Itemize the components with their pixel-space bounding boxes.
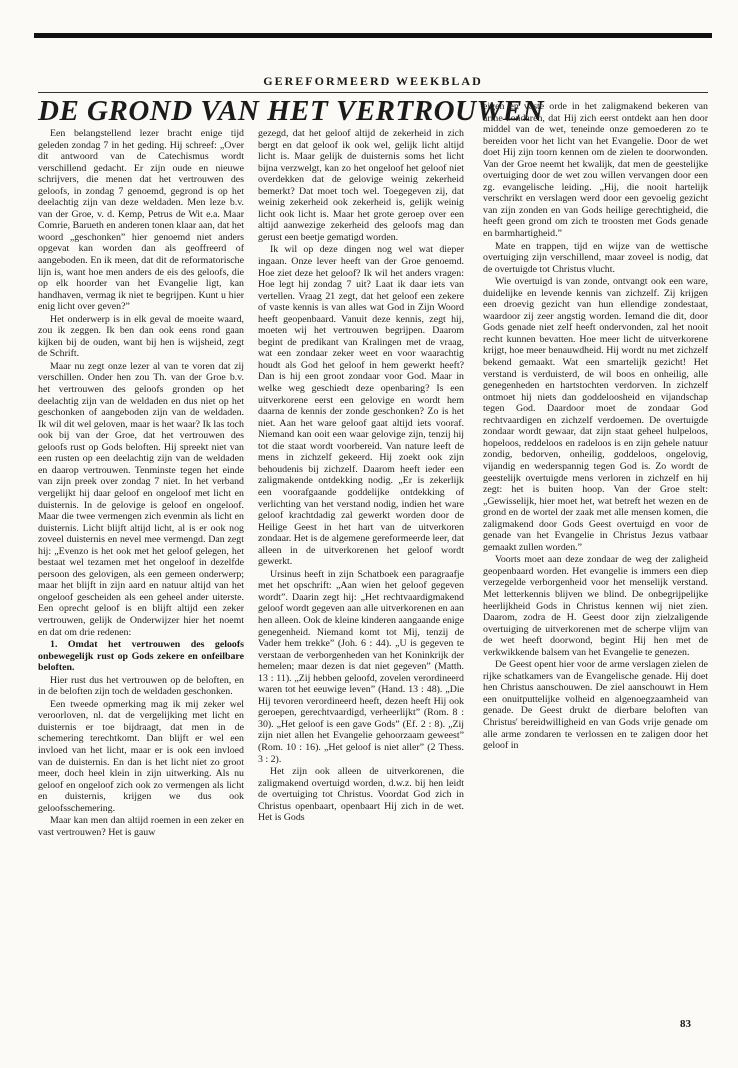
page-number: 83 bbox=[680, 1018, 691, 1030]
paragraph: Maar nu zegt onze lezer al van te voren dat zij verschillen. Onder hen zou Th. van der Groe b.v. het vertrouwen des geloofs gronden op het deelachtig zijn van de weldaden en dus niet op het geschonken of aangeboden zijn van de weldaden. Ik wil dit wel geloven, maar is het waar? Ik las toch ook bij van der Groe, dat het vertrouwen des geloofs rust op Gods beloften. Hij spreekt niet van een rusten op een deelachtig zijn van de weldaden en daarop vertrouwen. Tenminste tegen het einde van zijn preek over zondag 7 niet. In het verband vergelijkt hij daar geloof en ongeloof met licht en duisternis. In de gelovige is geloof en ongeloof. Maar die twee vermengen zich evenmin als licht en duisternis. Licht blijft altijd licht, al is er ook nog zoveel duisternis en nevel mee vermengd. Dan zegt hij: „Evenzo is het ook met het geloof gelegen, het bestaat wel tezamen met het ongeloof in dezelfde persoon des gelovigen, als een gemeen onderwerp; maar het blijft in zijn aard en natuur altijd van het ongeloof gescheiden als een geheel ander uiterste. Een oprecht geloof is en blijft altijd een zeker vertrouwen, gelijk de Onderwijzer hier het noemt en dat om drie redenen: bbox=[38, 360, 244, 638]
paragraph: gezegd, dat het geloof altijd de zekerheid in zich bergt en dat geloof ik ook wel, gelijk licht altijd licht is. Maar gelijk de duisternis soms het licht bijna verzwelgt, kan zo het ongeloof het geloof niet overdekken dat de gelovige weinig zekerheid bemerkt? Dat moet toch wel. Toegegeven zij, dat weinig zekerheid ook zekerheid is, gelijk weinig licht ook licht is. Maar het grote geroep over een altijd aanwezige zekerheid des geloofs mag dan gerust een beetje gematigd worden. bbox=[258, 128, 464, 243]
paragraph: Voorts moet aan deze zondaar de weg der zaligheid geopenbaard worden. Het evangelie is immers een diep verzegelde verborgenheid voor het menselijk verstand. Met letterkennis blijven we blind. De onbegrijpelijke heerlijkheid Gods in Christus kennen wij niet zien. Daarom, zodra de H. Geest door zijn zielzaligende overtuiging de uitverkorenen met de scherpe vlijm van de wet heeft doorwond, begint Hij hen met de verkwikkende balsem van het Evangelie te genezen. bbox=[483, 554, 708, 658]
paragraph: Hier rust dus het vertrouwen op de beloften, en in de beloften zijn toch de weldaden geschonken. bbox=[38, 674, 244, 698]
text-column-3 bbox=[483, 101, 708, 1006]
paragraph: Maar kan men dan altijd roemen in een zeker en vast vertrouwen? Het is gauw bbox=[38, 815, 244, 838]
paragraph: Wie overtuigd is van zonde, ontvangt ook een ware, duidelijke en levende kennis van zichzelf. Zij krijgen een droevig gezicht van hun ellendige zondestaat, waardoor zij zeer angstig worden. Iemand die dit, door Gods genade niet zelf heeft ondervonden, zal het nooit recht kunnen bevatten. Hoe meer licht de uitverkorene krijgt, hoe meer benauwdheid. Hij wordt nu met zichzelf bekend gemaakt. Wat een smartelijk gezicht! Het verstand is verduisterd, de wil boos en onheilig, alle genegenheden en hartstochten verdorven. In zichzelf ontmoet hij niets dan goddeloosheid en vijandschap tegen God. Daardoor moet de zondaar God rechtvaardigen en zichzelf verdoemen. De overtuigde zondaar wordt gewaar, dat zijn staat geheel hulpeloos, hopeloos, reddeloos en radeloos is en zijn gehele natuur zondig, bedorven, onheilig, goddeloos, ongelovig, vijandig en wederspannig tegen God is. Zo wordt de geestelijk overtuigde mens verloren in zichzelf en hij zegt: het is buiten hoop. Van der Groe stelt: „Gewisselijk, hier moet het, wat betreft het wezen en de grond en de wortel der zaak met alle mensen komen, die zaligmakend door Gods Geest overtuigd en voor de genade van het Evangelie in Christus Jezus vatbaar gemaakt zullen worden.” bbox=[483, 276, 708, 553]
text-column-2 bbox=[258, 128, 464, 1006]
paragraph: Mate en trappen, tijd en wijze van de wettische overtuiging zijn verschillend, maar zoveel is nodig, dat de overtuigde tot Christus vlucht. bbox=[483, 240, 708, 275]
paragraph: De Geest opent hier voor de arme verslagen zielen de rijke schatkamers van de Evangelische genade. Hij doet hen Christus aanschouwen. De ziel aanschouwt in Hem een onuitputtelijke volheid en algenoegzaamheid van genade. De Geest drukt de dierbare beloften van Christus' bereidwilligheid en van Gods vrije genade om alle arme zondaren te verlossen en te zaligen door het geloof in bbox=[483, 659, 708, 752]
paragraph: Een belangstellend lezer bracht enige tijd geleden zondag 7 in het geding. Hij schreef: „Over dit antwoord van de Catechismus wordt verschillend gedacht. Er zijn oude en nieuwe schrijvers, die menen dat het vertrouwen des geloofs, in zondag 7 genoemd, gegrond is op het deelachtig zijn van deze weldaden. Men leze b.v. van der Groe, v. d. Kemp, Petrus de Wit e.a. Maar Comrie, Barueth en anderen tonen klaar aan, dat het woord „geschonken” hier genoemd niet anders opgevat kan worden dan als geoffreerd of aangeboden. En ik meen, dat dit de reformatorische lijn is, want hoe men anders de eis des geloofs, die op elk hoorder van het Evangelie ligt, kan handhaven, vermag ik niet te begrijpen. Kunt u hier enig licht over geven?” bbox=[38, 128, 244, 313]
header-rule bbox=[38, 92, 708, 93]
text-column-1 bbox=[38, 128, 244, 1006]
publication-header: GEREFORMEERD WEEKBLAD bbox=[263, 74, 483, 88]
top-rule bbox=[34, 33, 712, 38]
article-title: DE GROND VAN HET VERTROUWEN bbox=[38, 95, 545, 127]
paragraph: Het onderwerp is in elk geval de moeite waard, zou ik zeggen. Ik ben dan ook eens rond gaan kijken bij de ouden, want bij hen is wijsheid, zegt de Schrift. bbox=[38, 313, 244, 360]
paragraph: Ursinus heeft in zijn Schatboek een paragraafje met het opschrift: „Aan wien het geloof gegeven wordt”. Daarin zegt hij: „Het rechtvaardigmakend geloof wordt gegeven aan alle uitverkorenen en aan hen alleen. Ook de kleine kinderen aangaande enige genegenheid. Niemand komt tot Mij, tenzij de Vader hem trekke” (Joh. 6 : 44). „U is gegeven te verstaan de verborgenheden van het Koninkrijk der hemelen; maar dezen is dat niet gegeven” (Matth. 13 : 11). „Zij hebben geloofd, zovelen verordineerd waren tot het eeuwige leven” (Hand. 13 : 48). „Die Hij tevoren verordineerd heeft, dezen heeft Hij ook geroepen, gerechtvaardigd, verheerlijkt” (Rom. 8 : 30). „Het geloof is een gave Gods” (Ef. 2 : 8). „Zij zijn niet allen het Evangelie gehoorzaam geweest” (Rom. 10 : 16). „Het geloof is niet aller” (2 Thess. 3 : 2). bbox=[258, 568, 464, 765]
paragraph: Ik wil op deze dingen nog wel wat dieper ingaan. Onze lever heeft van der Groe genoemd. Hoe ziet deze het geloof? Ik wil het anders vragen: Hoe legt hij zondag 7 uit? Laat ik daar iets van vertellen. Vraag 21 zegt, dat het geloof een zekere of vaste kennis is van alles wat God in Zijn Woord heeft geopenbaard. Vanuit deze kennis, zegt hij, moeten wij het vertrouwen begrijpen. Daarom begint de predikant van Kralingen met de vraag, wat een zondaar zeker weet en voor waarachtig houdt als God het geloof in hem gewerkt heeft? Dan is hij een groot zondaar voor God. Maar in welke weg geschiedt deze openbaring? Is een uitverkorene eerst een gelovige en wordt hem daarna de kennis der zonde geschonken? Zo is het niet. Aan het ware geloof gaat altijd iets vooraf. Niemand kan ooit een waar gelovige zijn, tenzij hij tot die staat wordt voorbereid. Van nature leeft de mens in zichzelf gekeerd. Hij zoekt ook zijn behoudenis bij zichzelf. Daarom heeft ieder een zaligmakende ontdekking nodig. „Er is zekerlijk een voorafgaande goddelijke ontdekking of verlichting van het verstand nodig, indien het ware geloof krachtdadig zal gewerkt worden door de Heilige Geest in het hart van de uitverkoren zondaar. Het is de algemene gereformeerde leer, dat alleen in de uitverkorenen het geloof wordt gewerkt. bbox=[258, 244, 464, 568]
paragraph: Het zijn ook alleen de uitverkorenen, die zaligmakend overtuigd worden, d.w.z. bij hen leidt de overtuiging tot Christus. Voordat God zich in Christus openbaart, openbaart Hij zich in de wet. Het is Gods bbox=[258, 766, 464, 824]
paragraph: eigen en vaste orde in het zaligmakend bekeren van arme zondaren, dat Hij zich eerst ontdekt aan hen door middel van de wet, teneinde onze gemoederen zo te bereiden voor het licht van het Evangelie. Door de wet doet Hij zijn toorn kennen om de zielen te doorwonden. Van der Groe neemt het kwalijk, dat men de geestelijke overtuiging door de wet zou willen vervangen door een zg. evangelische leiding. „Hij, die nooit hartelijk verschrikt en verslagen werd door een gevoelig gezicht van zijn zonden en van Gods heilige gerechtigheid, die heeft geen grond om zich te troosten met Gods genade en barmhartigheid.” bbox=[483, 101, 708, 240]
numbered-heading: 1. Omdat het vertrouwen des geloofs onbewegelijk rust op Gods zekere en onfeilbare beloften. bbox=[38, 639, 244, 674]
paragraph: Een tweede opmerking mag ik mij zeker wel veroorloven, nl. dat de vergelijking met licht en duisternis er toe bijdraagt, dat men in de schemering terechtkomt. Dan blijft er wel een invloed van het licht, maar er is ook een invloed van de duisternis. En dan is het licht niet zo groot meer, doch heel klein in zijn uitwerking. Als nu geloof en ongeloof zich ook zo vermengen als licht en duisternis, krijgen we dus ook geloofsschemering. bbox=[38, 698, 244, 814]
